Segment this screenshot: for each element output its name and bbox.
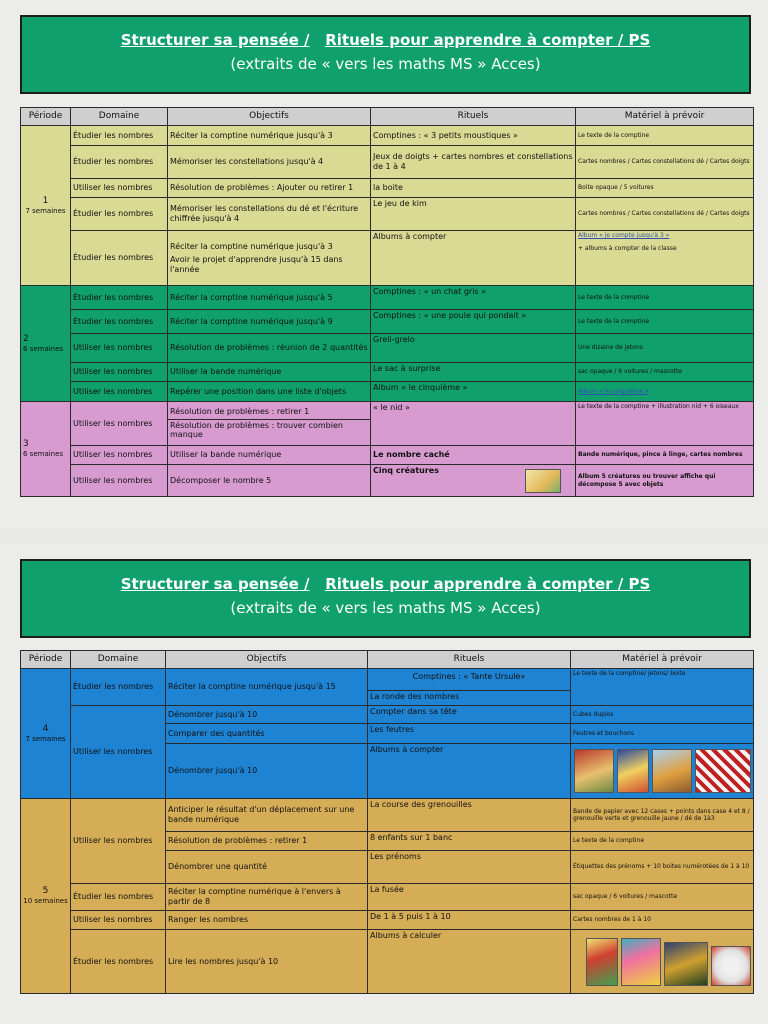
objective-cell: Ranger les nombres (166, 911, 368, 930)
objective-cell: Résolution de problèmes : retirer 1 (166, 832, 368, 851)
domain-cell: Étudier les nombres (71, 146, 168, 179)
table-row (21, 231, 754, 286)
title-part-b: Rituels pour apprendre à compter / PS (325, 575, 651, 593)
header-materiel: Matériel à prévoir (576, 108, 754, 126)
ritual-cell (371, 465, 576, 497)
material-cell: Étiquettes des prénoms + 10 boites numérotées de 1 à 10 (571, 851, 754, 884)
ritual-cell: Les feutres (368, 724, 571, 744)
ritual-cell: Comptines : « 3 petits moustiques » (371, 126, 576, 146)
period-cell-4 (21, 669, 71, 799)
album-covers (573, 749, 751, 793)
table-row (21, 198, 754, 231)
material-cell: Le texte de la comptine + illustration nid + 6 oiseaux (576, 402, 754, 446)
banner-title (22, 575, 749, 593)
ritual-line: Comptines : « Tante Ursule» (412, 672, 526, 682)
table-row (21, 363, 754, 382)
objective-cell: Résolution de problèmes : Ajouter ou retirer 1 (168, 179, 371, 198)
domain-cell: Étudier les nombres (71, 884, 166, 911)
domain-cell: Utiliser les nombres (71, 799, 166, 884)
ritual-cell: La fusée (368, 884, 571, 911)
material-cell: Bande numérique, pince à linge, cartes nombres (576, 446, 754, 465)
table-row (21, 884, 754, 911)
period-weeks: 6 semaines (23, 450, 64, 459)
period-cell-1 (21, 126, 71, 286)
objective-line: Résolution de problèmes : trouver combien manque (168, 419, 370, 440)
album-link[interactable]: Album « je compte jusqu'à 3 » (578, 232, 670, 239)
objective-cell: Résolution de problèmes : réunion de 2 quantités (168, 334, 371, 363)
material-cell (571, 930, 754, 994)
material-cell: Le texte de la comptine (576, 126, 754, 146)
period-weeks: 10 semaines (23, 897, 68, 906)
domain-cell: Étudier les nombres (71, 126, 168, 146)
material-cell: Le texte de la comptine (576, 286, 754, 310)
table-row (21, 334, 754, 363)
objective-line: Réciter la comptine numérique jusqu'à 3 (170, 241, 333, 251)
objective-cell: Repérer une position dans une liste d'objets (168, 382, 371, 402)
ritual-line: La ronde des nombres (368, 690, 570, 703)
table-row (21, 286, 754, 310)
table-row (21, 669, 754, 706)
domain-cell: Utiliser les nombres (71, 446, 168, 465)
ritual-cell: 8 enfants sur 1 banc (368, 832, 571, 851)
material-cell: Feutres et bouchons (571, 724, 754, 744)
domain-cell: Utiliser les nombres (71, 334, 168, 363)
ritual-cell: La course des grenouilles (368, 799, 571, 832)
domain-cell: Étudier les nombres (71, 310, 168, 334)
material-cell: Bande de papier avec 12 cases + points dans case 4 et 8 / grenouille verte et grenouille jaune / dé de 1à3 (571, 799, 754, 832)
title-banner (20, 559, 751, 638)
domain-cell: Étudier les nombres (71, 286, 168, 310)
objective-cell (168, 402, 371, 446)
table-row (21, 126, 754, 146)
material-cell: Cartes nombres / Cartes constellations dé / Cartes doigts (576, 146, 754, 179)
material-cell: Une dizaine de jetons (576, 334, 754, 363)
domain-cell: Utiliser les nombres (71, 465, 168, 497)
banner-subtitle: (extraits de « vers les maths MS » Acces) (230, 599, 541, 617)
domain-cell: Utiliser les nombres (71, 382, 168, 402)
album-cover-image (664, 942, 708, 986)
ritual-cell (368, 669, 571, 706)
ritual-cell: Les prénoms (368, 851, 571, 884)
album-cover-image (621, 938, 661, 986)
domain-cell: Étudier les nombres (71, 198, 168, 231)
material-cell: Album 5 créatures ou trouver affiche qui décompose 5 avec objets (576, 465, 754, 497)
objective-cell: Dénombrer jusqu'à 10 (166, 706, 368, 724)
table-row (21, 310, 754, 334)
table-row (21, 706, 754, 724)
ritual-cell: Le sac à surprise (371, 363, 576, 382)
ritual-cell: Compter dans sa tête (368, 706, 571, 724)
table-row (21, 465, 754, 497)
period-weeks: 7 semaines (25, 206, 66, 215)
album-covers (573, 938, 751, 986)
title-part-a: Structurer sa pensée / (120, 575, 310, 593)
banner-subtitle: (extraits de « vers les maths MS » Acces) (230, 55, 541, 73)
table-row (21, 382, 754, 402)
ritual-cell: Albums à compter (371, 231, 576, 286)
table-header-row (21, 651, 754, 669)
objective-line: Avoir le projet d'apprendre jusqu'à 15 dans l'année (170, 255, 343, 274)
material-cell (571, 744, 754, 799)
material-cell: Cartes nombres / Cartes constellations dé / Cartes doigts (576, 198, 754, 231)
objective-cell: Réciter la comptine numérique à l'envers à partir de 8 (166, 884, 368, 911)
objective-cell: Mémoriser les constellations du dé et l'écriture chiffrée jusqu'à 4 (168, 198, 371, 231)
header-periode: Période (21, 651, 71, 669)
material-cell: sac opaque / 6 voitures / mascotte (576, 363, 754, 382)
material-cell: Le texte de la comptine (571, 832, 754, 851)
domain-cell: Utiliser les nombres (71, 706, 166, 799)
objective-cell (168, 231, 371, 286)
table-row (21, 146, 754, 179)
objective-cell: Utiliser la bande numérique (168, 363, 371, 382)
material-line: + albums à compter de la classe (578, 245, 677, 253)
ritual-cell: Albums à compter (368, 744, 571, 799)
domain-cell: Étudier les nombres (71, 930, 166, 994)
ritual-cell: Albums à calculer (368, 930, 571, 994)
header-objectifs: Objectifs (168, 108, 371, 126)
material-cell: Cubes duplos (571, 706, 754, 724)
material-cell: Le texte de la comptine (576, 310, 754, 334)
period-cell-5 (21, 799, 71, 994)
album-cover-image (586, 938, 618, 986)
title-part-b: Rituels pour apprendre à compter / PS (325, 31, 651, 49)
objective-cell: Dénombrer jusqu'à 10 (166, 744, 368, 799)
page-2 (0, 544, 768, 1024)
header-periode: Période (21, 108, 71, 126)
domain-cell: Utiliser les nombres (71, 179, 168, 198)
period-cell-3 (21, 402, 71, 497)
table-row (21, 179, 754, 198)
period-weeks: 6 semaines (23, 344, 64, 353)
table-row (21, 911, 754, 930)
album-cover-image (525, 469, 561, 493)
ritual-cell: Comptines : « un chat gris » (371, 286, 576, 310)
album-cover-image (652, 749, 692, 793)
header-rituels: Rituels (371, 108, 576, 126)
album-cover-image (711, 946, 751, 986)
header-objectifs: Objectifs (166, 651, 368, 669)
ritual-cell: Album « le cinquième » (371, 382, 576, 402)
header-materiel: Matériel à prévoir (571, 651, 754, 669)
rituals-table-1 (20, 107, 754, 497)
table-row (21, 402, 754, 446)
album-cover-image (695, 749, 751, 793)
album-link[interactable]: Album « le cinquième » (578, 387, 649, 395)
objective-cell: Comparer des quantités (166, 724, 368, 744)
table-row (21, 446, 754, 465)
material-cell: Boite opaque / 5 voitures (576, 179, 754, 198)
domain-cell: Utiliser les nombres (71, 363, 168, 382)
ritual-cell: Comptines : « une poule qui pondait » (371, 310, 576, 334)
table-header-row (21, 108, 754, 126)
table-row (21, 799, 754, 832)
banner-title (22, 31, 749, 49)
objective-cell: Réciter la comptine numérique jusqu'à 5 (168, 286, 371, 310)
table-row (21, 930, 754, 994)
ritual-cell: Le jeu de kim (371, 198, 576, 231)
objective-cell: Réciter la comptine numérique jusqu'à 15 (166, 669, 368, 706)
material-cell: Le texte de la comptine/ jetons/ boite (571, 669, 754, 706)
ritual-cell: De 1 à 5 puis 1 à 10 (368, 911, 571, 930)
title-banner (20, 15, 751, 94)
material-cell: Cartes nombres de 1 à 10 (571, 911, 754, 930)
objective-cell: Décomposer le nombre 5 (168, 465, 371, 497)
header-domaine: Domaine (71, 651, 166, 669)
period-number: 2 (23, 333, 29, 344)
material-cell (576, 231, 754, 286)
title-part-a: Structurer sa pensée / (120, 31, 310, 49)
rituals-table-2 (20, 650, 754, 994)
ritual-cell: Jeux de doigts + cartes nombres et constellations de 1 à 4 (371, 146, 576, 179)
album-cover-image (617, 749, 649, 793)
period-number: 5 (42, 886, 49, 897)
objective-cell: Utiliser la bande numérique (168, 446, 371, 465)
ritual-cell: « le nid » (371, 402, 576, 446)
ritual-cell: Greli-grelo (371, 334, 576, 363)
period-weeks: 7 semaines (25, 734, 66, 743)
material-cell: sac opaque / 6 voitures / mascotte (571, 884, 754, 911)
objective-line: Résolution de problèmes : retirer 1 (170, 407, 310, 417)
ritual-text: Cinq créatures (373, 466, 439, 475)
header-domaine: Domaine (71, 108, 168, 126)
period-cell-2 (21, 286, 71, 402)
domain-cell: Utiliser les nombres (71, 911, 166, 930)
objective-cell: Réciter la comptine numérique jusqu'à 9 (168, 310, 371, 334)
objective-cell: Réciter la comptine numérique jusqu'à 3 (168, 126, 371, 146)
objective-cell: Mémoriser les constellations jusqu'à 4 (168, 146, 371, 179)
period-number: 4 (42, 723, 49, 734)
objective-cell: Lire les nombres jusqu'à 10 (166, 930, 368, 994)
ritual-cell: Le nombre caché (371, 446, 576, 465)
objective-cell: Anticiper le résultat d'un déplacement sur une bande numérique (166, 799, 368, 832)
material-cell (576, 382, 754, 402)
ritual-cell: la boite (371, 179, 576, 198)
period-number: 1 (42, 195, 49, 206)
objective-cell: Dénombrer une quantité (166, 851, 368, 884)
period-number: 3 (23, 439, 29, 450)
header-rituels: Rituels (368, 651, 571, 669)
domain-cell: Étudier les nombres (71, 231, 168, 286)
domain-cell: Utiliser les nombres (71, 402, 168, 446)
album-cover-image (574, 749, 614, 793)
domain-cell: Étudier les nombres (71, 669, 166, 706)
